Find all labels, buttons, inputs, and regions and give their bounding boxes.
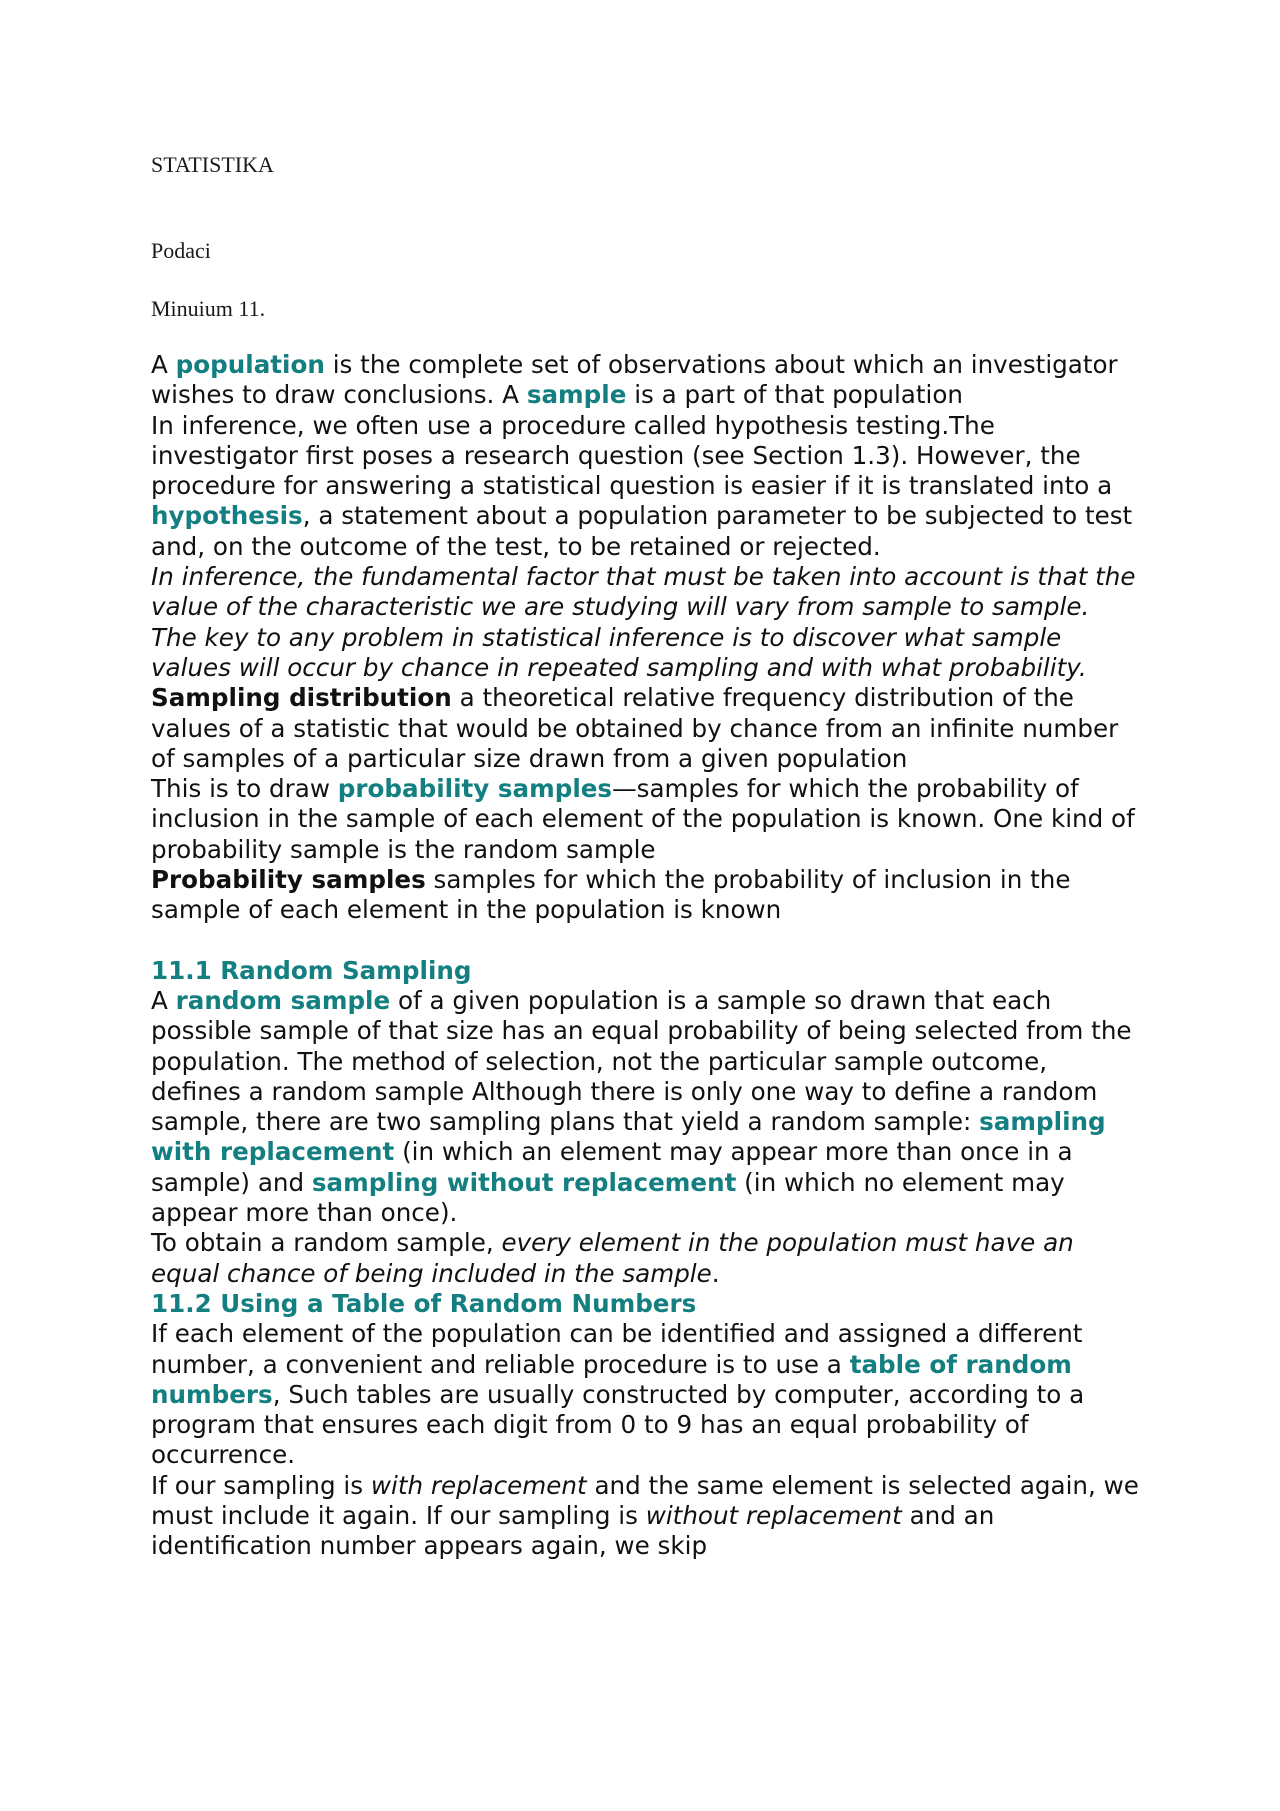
- text-run: .: [711, 1258, 720, 1288]
- term-table-of-random-numbers: table of random numbers: [151, 1349, 1072, 1409]
- section-label: Podaci: [151, 238, 211, 263]
- text-run: This is to draw: [151, 774, 338, 804]
- paragraph-sampling-distribution: [151, 683, 1141, 774]
- text-run: If our sampling is: [151, 1470, 371, 1500]
- term-sampling-distribution: Sampling distribution: [151, 683, 452, 713]
- term-population: population: [175, 350, 325, 379]
- paragraph-probability-samples: [151, 774, 1141, 865]
- term-probability-samples-bold: Probability samples: [151, 865, 426, 895]
- text-run: samples for which the probability of inclusion in the sample of each element in the population is known: [151, 865, 1071, 925]
- text-run: , a statement about a population parameter to be subjected to test and, on the outcome of the test, to be retained or rejected.: [151, 501, 1133, 561]
- term-sample: sample: [526, 380, 627, 410]
- chapter-label: Minuium 11.: [151, 296, 266, 321]
- text-run: —samples for which the probability of inclusion in the sample of each element of the population is known. One kind of probability sample is the random sample: [151, 774, 1135, 864]
- document-body: [151, 350, 1141, 1562]
- paragraph-replacement: [151, 1471, 1141, 1562]
- term-sampling-without-replacement: sampling without replacement: [311, 1167, 737, 1197]
- text-run: If each element of the population can be identified and assigned a different number, a convenient and reliable procedure is to use a: [151, 1319, 1083, 1379]
- term-sampling-with-replacement: sampling with replacement: [151, 1107, 1106, 1167]
- paragraph-probability-samples-definition: [151, 865, 1141, 926]
- text-run: of a given population is a sample so drawn that each possible sample of that size has an equal probability of being selected from the population. The method of selection, not the particular sample outcome, defines a random sample Although there is only one way to define a random sample, there are two sampling plans that yield a random sample:: [151, 985, 1132, 1137]
- heading-random-sampling: 11.1 Random Sampling: [151, 955, 472, 985]
- paragraph-random-numbers: [151, 1319, 1141, 1470]
- text-run: a theoretical relative frequency distribution of the values of a statistic that would be obtained by chance from an infinite number of samples of a particular size drawn from a given population: [151, 683, 1119, 773]
- text-run: , Such tables are usually constructed by computer, according to a program that ensures each digit from 0 to 9 has an equal probability of occurrence.: [151, 1379, 1085, 1470]
- paragraph-population: [151, 350, 1141, 411]
- text-run: In inference, we often use a procedure called hypothesis testing.The investigator first poses a research question (see Section 1.3). However, the procedure for answering a statistical question is easier if it is translated into a: [151, 410, 1113, 501]
- paragraph-random-sample: [151, 986, 1141, 1228]
- term-hypothesis: hypothesis: [151, 501, 303, 531]
- text-run: A: [151, 350, 176, 379]
- text-run: A: [151, 985, 176, 1015]
- heading-random-numbers-table: 11.2 Using a Table of Random Numbers: [151, 1288, 697, 1318]
- text-run: and the same element is selected again, we must include it again. If our sampling is: [151, 1470, 1139, 1530]
- spacer: [151, 926, 1141, 956]
- emphasis-with-replacement: with replacement: [370, 1470, 587, 1500]
- paragraph-equal-chance: [151, 1228, 1141, 1289]
- text-run: is a part of that population: [626, 380, 963, 410]
- text-run: (in which no element may appear more than once).: [151, 1167, 1065, 1228]
- text-run: is the complete set of observations about which an investigator wishes to draw conclusions. A: [151, 350, 1118, 410]
- term-random-sample: random sample: [175, 985, 391, 1015]
- text-run: (in which an element may appear more than once in a sample) and: [151, 1137, 1073, 1197]
- emphasis-without-replacement: without replacement: [645, 1500, 902, 1530]
- text-run: To obtain a random sample,: [151, 1228, 502, 1258]
- paragraph-inference-italic: In inference, the fundamental factor that must be taken into account is that the value of the characteristic we are studying will vary from sample to sample. The key to any problem in statistical inference is to discover what sample values will occur by chance in repeated sampling and with what probability.: [151, 562, 1136, 682]
- emphasis-equal-chance: every element in the population must have an equal chance of being included in the sample: [151, 1228, 1074, 1288]
- text-run: and an identification number appears again, we skip: [151, 1500, 995, 1561]
- paragraph-hypothesis: [151, 411, 1141, 562]
- term-probability-samples: probability samples: [337, 774, 613, 804]
- document-title: STATISTIKA: [151, 152, 274, 177]
